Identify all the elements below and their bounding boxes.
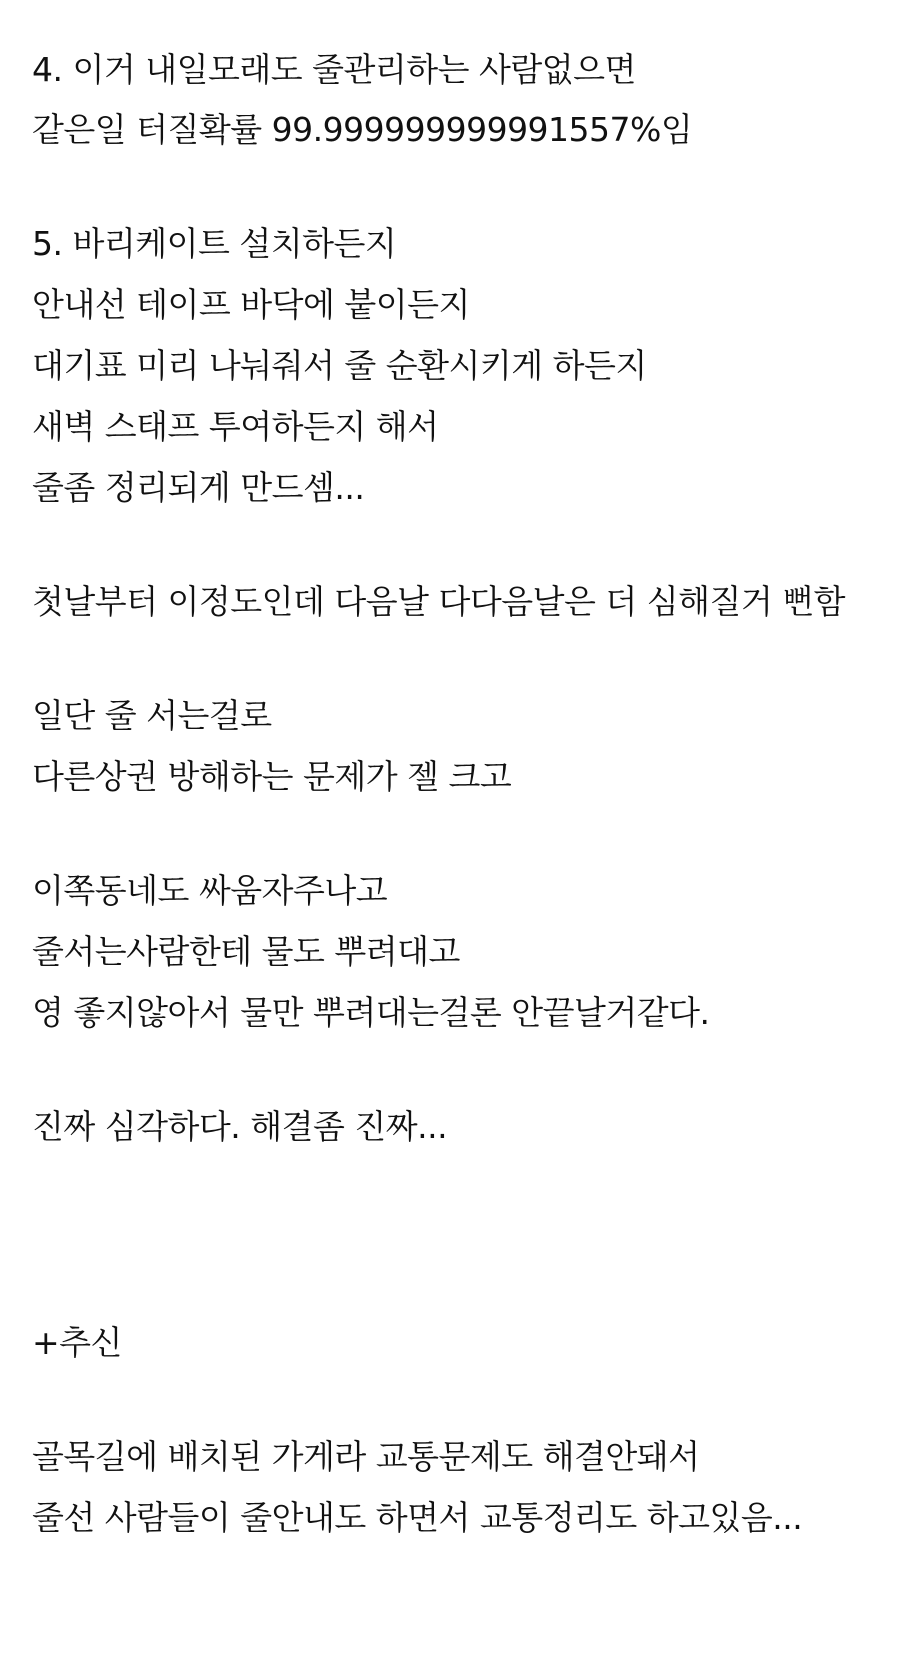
text-line: 첫날부터 이정도인데 다음날 다다음날은 더 심해질거 뻔함: [32, 582, 846, 621]
text-line: +추신: [32, 1323, 122, 1362]
text-line: 안내선 테이프 바닥에 붙이든지: [32, 285, 470, 324]
text-line: 이쪽동네도 싸움자주나고: [32, 871, 388, 910]
text-line: 4. 이거 내일모래도 줄관리하는 사람없으면: [32, 50, 636, 89]
text-line: 영 좋지않아서 물만 뿌려대는걸론 안끝날거같다.: [32, 993, 710, 1032]
text-line: 줄좀 정리되게 만드셈...: [32, 468, 365, 507]
text-line: 골목길에 배치된 가게라 교통문제도 해결안돼서: [32, 1437, 700, 1476]
text-line: 일단 줄 서는걸로: [32, 696, 272, 735]
text-line: 같은일 터질확률 99.999999999991557%임: [32, 110, 693, 149]
text-line: 5. 바리케이트 설치하든지: [32, 224, 397, 263]
text-line: 진짜 심각하다. 해결좀 진짜...: [32, 1107, 448, 1146]
text-line: 다른상권 방해하는 문제가 젤 크고: [32, 757, 512, 796]
text-line: 줄선 사람들이 줄안내도 하면서 교통정리도 하고있음...: [32, 1498, 803, 1537]
text-line: 줄서는사람한테 물도 뿌려대고: [32, 932, 460, 971]
text-line: 새벽 스태프 투여하든지 해서: [32, 407, 439, 446]
text-line: 대기표 미리 나눠줘서 줄 순환시키게 하든지: [32, 346, 647, 385]
